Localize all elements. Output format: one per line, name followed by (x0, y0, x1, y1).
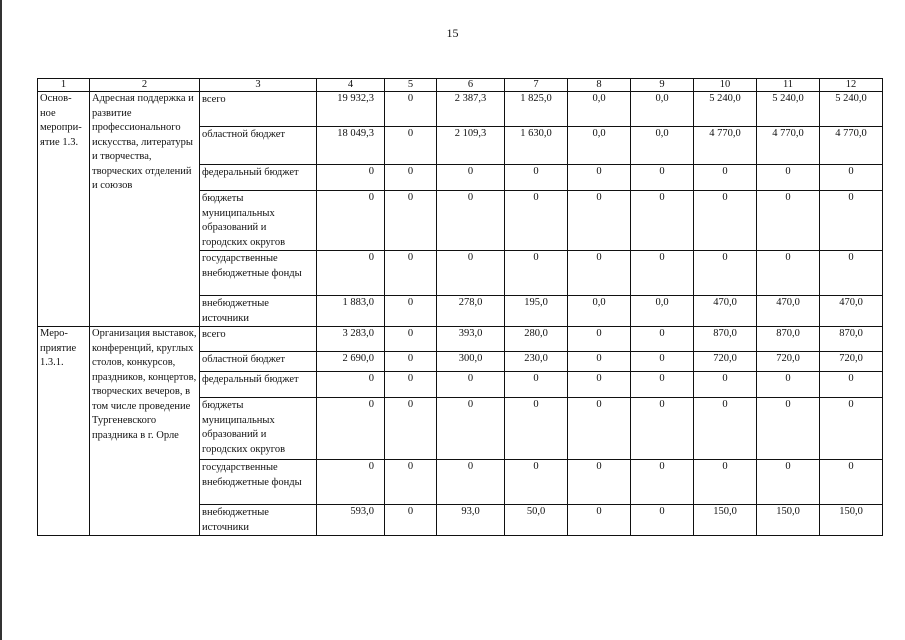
funding-source: внебюджетные источники (200, 296, 317, 327)
value-cell: 0 (820, 460, 883, 505)
value-cell: 0 (385, 372, 437, 398)
column-header: 5 (385, 79, 437, 92)
value-cell: 150,0 (694, 505, 757, 536)
funding-source: всего (200, 92, 317, 127)
value-cell: 278,0 (437, 296, 505, 327)
value-cell: 150,0 (820, 505, 883, 536)
value-cell: 470,0 (757, 296, 820, 327)
funding-source: государственные внебюджетные фонды (200, 251, 317, 296)
value-cell: 0 (385, 505, 437, 536)
value-cell: 0,0 (631, 296, 694, 327)
value-cell: 0 (631, 398, 694, 460)
column-header: 11 (757, 79, 820, 92)
value-cell: 0 (694, 165, 757, 191)
funding-source: федеральный бюджет (200, 372, 317, 398)
value-cell: 0 (385, 352, 437, 372)
value-cell: 1 825,0 (505, 92, 568, 127)
column-header: 4 (317, 79, 385, 92)
value-cell: 0 (631, 372, 694, 398)
value-cell: 0 (385, 127, 437, 165)
value-cell: 0 (568, 251, 631, 296)
value-cell: 2 387,3 (437, 92, 505, 127)
value-cell: 0 (694, 398, 757, 460)
value-cell: 0 (568, 460, 631, 505)
value-cell: 2 109,3 (437, 127, 505, 165)
value-cell: 0 (757, 460, 820, 505)
value-cell: 280,0 (505, 327, 568, 352)
value-cell: 0 (437, 165, 505, 191)
value-cell: 0 (757, 251, 820, 296)
value-cell: 0,0 (568, 92, 631, 127)
value-cell: 0 (631, 165, 694, 191)
value-cell: 0 (631, 352, 694, 372)
value-cell: 1 883,0 (317, 296, 385, 327)
value-cell: 0 (385, 327, 437, 352)
value-cell: 0 (820, 165, 883, 191)
column-header: 7 (505, 79, 568, 92)
value-cell: 3 283,0 (317, 327, 385, 352)
value-cell: 0,0 (631, 127, 694, 165)
value-cell: 0 (317, 460, 385, 505)
value-cell: 0 (317, 251, 385, 296)
funding-source: областной бюджет (200, 352, 317, 372)
value-cell: 0 (694, 251, 757, 296)
value-cell: 0 (820, 398, 883, 460)
value-cell: 150,0 (757, 505, 820, 536)
value-cell: 0 (437, 398, 505, 460)
page-edge-rule (0, 0, 2, 640)
value-cell: 0 (568, 191, 631, 251)
value-cell: 0 (385, 92, 437, 127)
value-cell: 0 (385, 296, 437, 327)
value-cell: 0 (568, 165, 631, 191)
measure-name: Адресная поддержка и развитие профессионального искусства, литературы и творчества, творческих отделений и союзов (90, 92, 200, 327)
value-cell: 0 (317, 372, 385, 398)
value-cell: 0 (317, 398, 385, 460)
value-cell: 5 240,0 (694, 92, 757, 127)
column-header: 9 (631, 79, 694, 92)
value-cell: 0 (757, 165, 820, 191)
value-cell: 195,0 (505, 296, 568, 327)
column-header: 8 (568, 79, 631, 92)
value-cell: 0 (757, 191, 820, 251)
value-cell: 4 770,0 (694, 127, 757, 165)
value-cell: 720,0 (694, 352, 757, 372)
value-cell: 0 (631, 460, 694, 505)
measure-name: Организация выставок, конференций, круглых столов, конкурсов, праздников, концертов, творческих вечеров, в том числе проведение Тургеневского праздника в г. Орле (90, 327, 200, 536)
value-cell: 0 (757, 372, 820, 398)
column-header: 12 (820, 79, 883, 92)
value-cell: 0 (317, 165, 385, 191)
value-cell: 0 (568, 398, 631, 460)
value-cell: 5 240,0 (820, 92, 883, 127)
value-cell: 0 (505, 460, 568, 505)
value-cell: 0 (385, 460, 437, 505)
value-cell: 0 (631, 505, 694, 536)
value-cell: 0 (568, 505, 631, 536)
value-cell: 0 (505, 165, 568, 191)
value-cell: 0 (385, 251, 437, 296)
value-cell: 470,0 (694, 296, 757, 327)
value-cell: 0 (385, 398, 437, 460)
value-cell: 0 (820, 191, 883, 251)
value-cell: 0 (317, 191, 385, 251)
column-header: 1 (38, 79, 90, 92)
value-cell: 0 (385, 165, 437, 191)
value-cell: 0 (568, 327, 631, 352)
funding-source: федеральный бюджет (200, 165, 317, 191)
value-cell: 870,0 (694, 327, 757, 352)
column-header: 6 (437, 79, 505, 92)
page-number: 15 (446, 26, 459, 40)
table-row (38, 327, 883, 352)
value-cell: 393,0 (437, 327, 505, 352)
measure-code: Основ-ное меропри-ятие 1.3. (38, 92, 90, 327)
value-cell: 2 690,0 (317, 352, 385, 372)
value-cell: 720,0 (757, 352, 820, 372)
value-cell: 0 (437, 191, 505, 251)
column-header: 2 (90, 79, 200, 92)
value-cell: 870,0 (757, 327, 820, 352)
value-cell: 0,0 (568, 296, 631, 327)
value-cell: 470,0 (820, 296, 883, 327)
value-cell: 0 (568, 352, 631, 372)
value-cell: 0 (820, 372, 883, 398)
value-cell: 0 (757, 398, 820, 460)
column-header: 10 (694, 79, 757, 92)
funding-source: государственные внебюджетные фонды (200, 460, 317, 505)
funding-source: областной бюджет (200, 127, 317, 165)
measure-code: Меро-приятие 1.3.1. (38, 327, 90, 536)
table-row (38, 92, 883, 127)
value-cell: 0 (694, 460, 757, 505)
funding-source: бюджеты муниципальных образований и городских округов (200, 191, 317, 251)
value-cell: 0 (437, 460, 505, 505)
value-cell: 0 (385, 191, 437, 251)
value-cell: 50,0 (505, 505, 568, 536)
value-cell: 5 240,0 (757, 92, 820, 127)
column-header: 3 (200, 79, 317, 92)
value-cell: 720,0 (820, 352, 883, 372)
value-cell: 4 770,0 (820, 127, 883, 165)
funding-source: всего (200, 327, 317, 352)
value-cell: 0 (505, 372, 568, 398)
value-cell: 0 (631, 251, 694, 296)
value-cell: 0,0 (631, 92, 694, 127)
header-row (38, 79, 883, 92)
funding-source: бюджеты муниципальных образований и городских округов (200, 398, 317, 460)
value-cell: 0 (694, 191, 757, 251)
value-cell: 0 (820, 251, 883, 296)
value-cell: 19 932,3 (317, 92, 385, 127)
value-cell: 300,0 (437, 352, 505, 372)
value-cell: 0,0 (568, 127, 631, 165)
value-cell: 0 (631, 191, 694, 251)
value-cell: 0 (505, 398, 568, 460)
value-cell: 0 (631, 327, 694, 352)
value-cell: 1 630,0 (505, 127, 568, 165)
value-cell: 0 (505, 251, 568, 296)
value-cell: 0 (694, 372, 757, 398)
funding-source: внебюджетные источники (200, 505, 317, 536)
value-cell: 93,0 (437, 505, 505, 536)
value-cell: 230,0 (505, 352, 568, 372)
budget-table (37, 78, 883, 536)
value-cell: 0 (568, 372, 631, 398)
value-cell: 870,0 (820, 327, 883, 352)
value-cell: 18 049,3 (317, 127, 385, 165)
value-cell: 0 (505, 191, 568, 251)
value-cell: 0 (437, 251, 505, 296)
value-cell: 0 (437, 372, 505, 398)
value-cell: 593,0 (317, 505, 385, 536)
value-cell: 4 770,0 (757, 127, 820, 165)
